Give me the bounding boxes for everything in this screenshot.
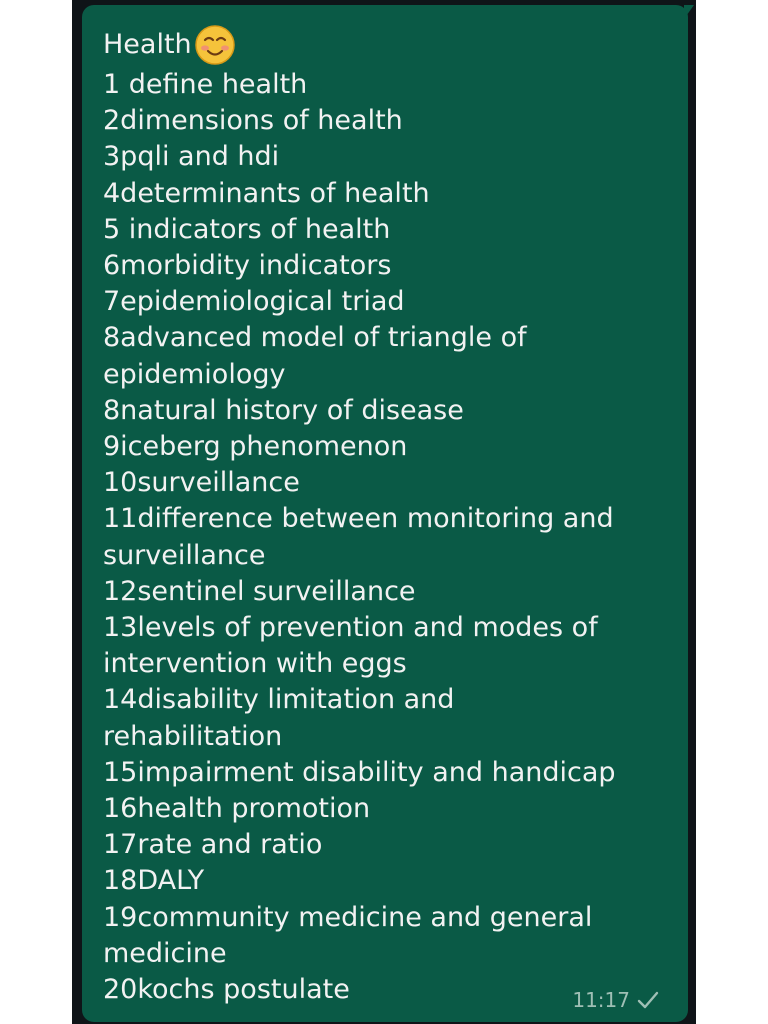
message-line: 15impairment disability and handicap (103, 756, 616, 788)
message-line: 17rate and ratio (103, 829, 323, 861)
message-line: 19community medicine and general (103, 901, 593, 933)
bubble-tail (684, 5, 694, 19)
message-line: 20kochs postulate (103, 974, 350, 1006)
message-line: 10surveillance (103, 467, 300, 499)
message-line: epidemiology (103, 358, 286, 390)
message-time: 11:17 (572, 988, 630, 1012)
message-line: 3pqli and hdi (103, 141, 280, 173)
message-line: 12sentinel surveillance (103, 575, 416, 607)
message-line: rehabilitation (103, 720, 283, 752)
message-line: surveillance (103, 539, 266, 571)
message-line: 2dimensions of health (103, 105, 403, 137)
message-line: 13levels of prevention and modes of (103, 612, 598, 644)
message-line: 5 indicators of health (103, 213, 391, 245)
message-line: 18DALY (103, 865, 205, 897)
message-line: 14disability limitation and (103, 684, 455, 716)
message-line: 4determinants of health (103, 177, 430, 209)
message-line: 6morbidity indicators (103, 250, 392, 282)
message-title-row (103, 23, 664, 67)
message-line: 7epidemiological triad (103, 286, 405, 318)
check-icon (636, 990, 660, 1010)
message-line: 9iceberg phenomenon (103, 431, 408, 463)
message-line: 8natural history of disease (103, 394, 464, 426)
message-line: medicine (103, 937, 227, 969)
message-meta (572, 988, 660, 1012)
message-bubble[interactable] (82, 5, 688, 1022)
message-line: intervention with eggs (103, 648, 407, 680)
message-line: 1 define health (103, 69, 308, 100)
smiling-face-icon (194, 24, 236, 66)
message-title: Health (103, 29, 192, 60)
message-line: 8advanced model of triangle of (103, 322, 527, 354)
message-line: 11difference between monitoring and (103, 503, 614, 535)
message-line: 16health promotion (103, 793, 371, 825)
message-lines (103, 67, 664, 1008)
